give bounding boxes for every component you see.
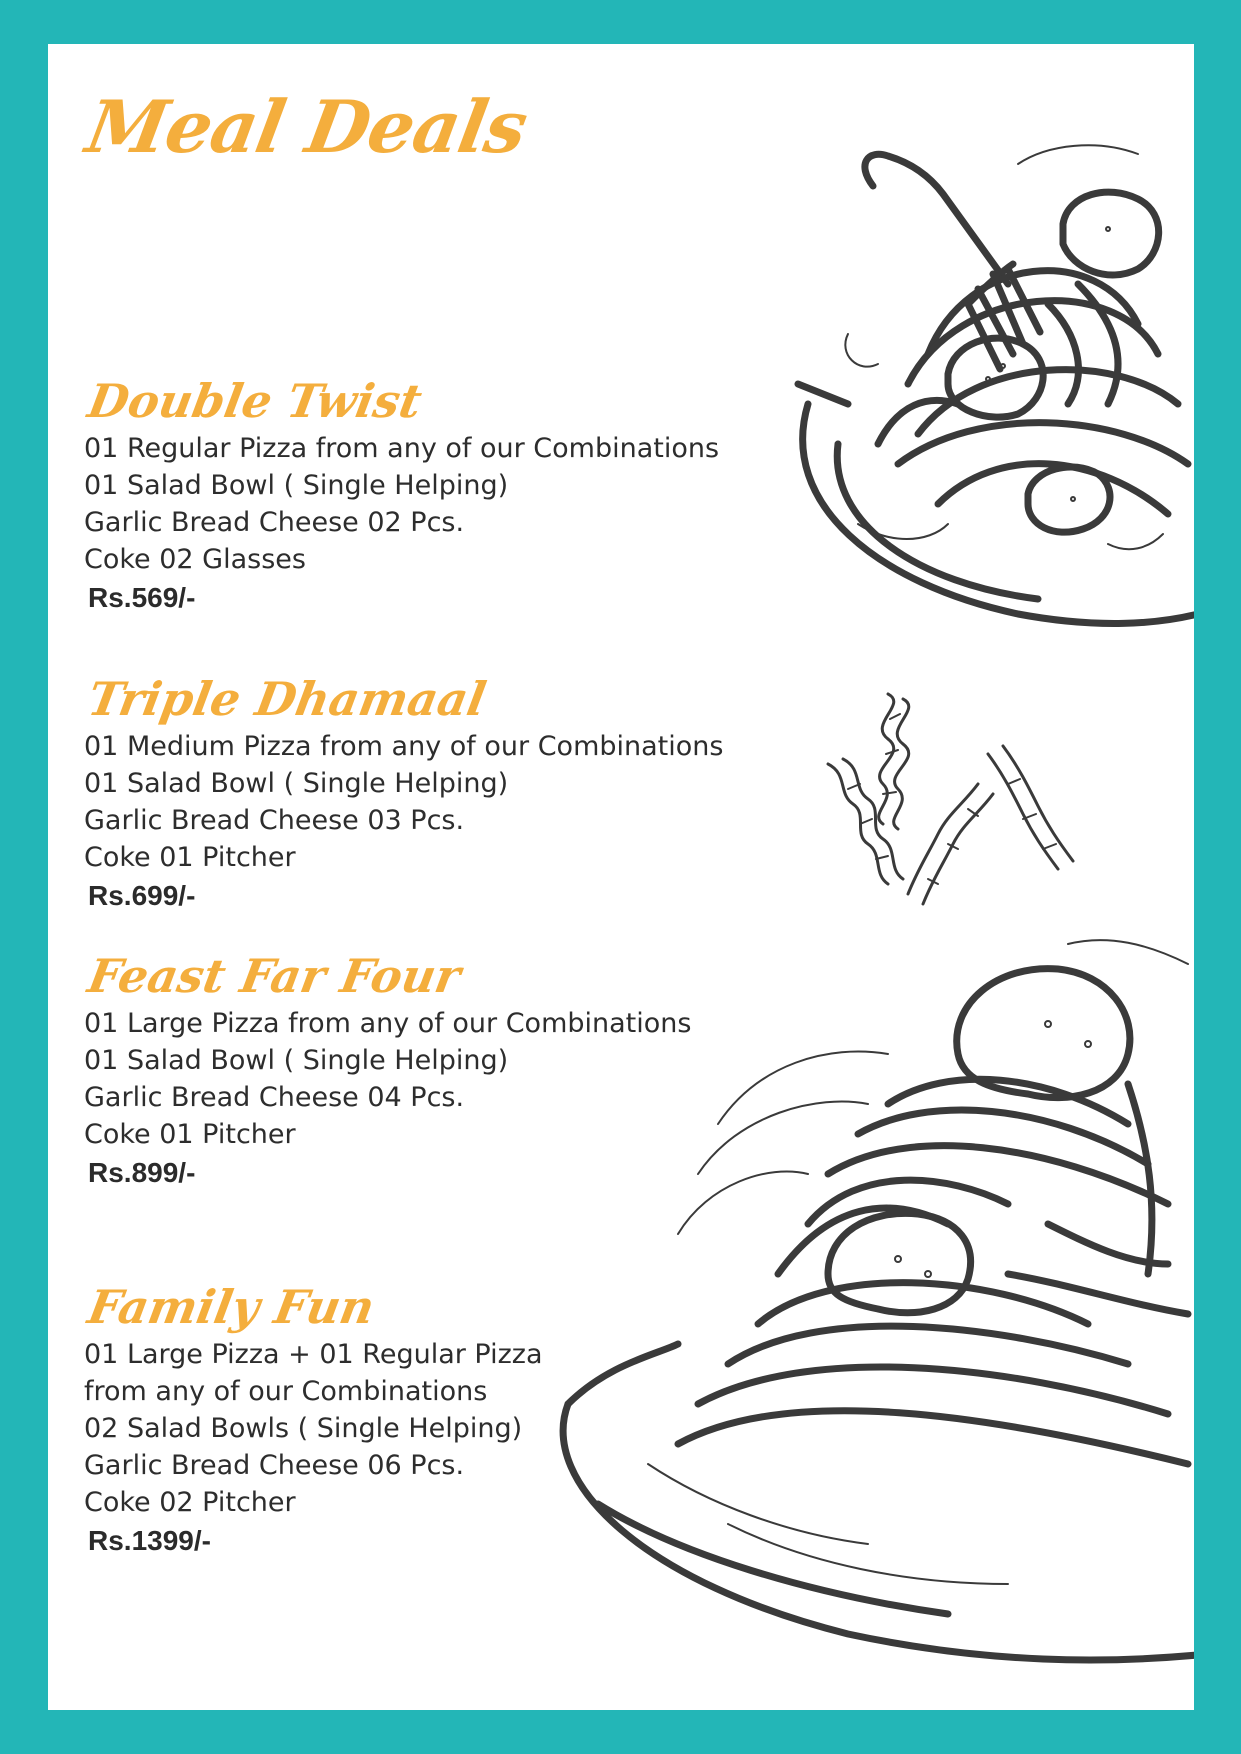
deal-price: Rs.569/- [88, 582, 196, 613]
deal-item: 01 Salad Bowl ( Single Helping) [84, 768, 509, 799]
pasta-plate-fork-illustration [818, 104, 1194, 704]
menu-page [48, 44, 1194, 1710]
deal-item: from any of our Combinations [84, 1376, 488, 1407]
deal-item: 01 Salad Bowl ( Single Helping) [84, 1045, 509, 1076]
deal-triple-dhamaal [84, 672, 804, 912]
deal-item: Coke 02 Pitcher [84, 1487, 296, 1518]
deal-item: Garlic Bread Cheese 04 Pcs. [84, 1082, 465, 1113]
deal-items [84, 728, 804, 876]
deal-item: Coke 01 Pitcher [84, 842, 296, 873]
deal-item: Garlic Bread Cheese 02 Pcs. [84, 507, 465, 538]
deal-item: 01 Regular Pizza from any of our Combinations [84, 433, 720, 464]
deal-item: Garlic Bread Cheese 03 Pcs. [84, 805, 465, 836]
fusilli-pasta-illustration [828, 684, 1148, 934]
deal-item: 01 Large Pizza from any of our Combinations [84, 1008, 692, 1039]
deal-item: 01 Large Pizza + 01 Regular Pizza [84, 1339, 543, 1370]
deal-items [84, 430, 804, 578]
pasta-bowl-meatball-illustration [528, 944, 1194, 1704]
deal-item: 02 Salad Bowls ( Single Helping) [84, 1413, 523, 1444]
deal-item: 01 Salad Bowl ( Single Helping) [84, 470, 509, 501]
deal-item: Coke 01 Pitcher [84, 1119, 296, 1150]
deal-item: Coke 02 Glasses [84, 544, 306, 575]
deal-name: Double Twist [84, 374, 426, 428]
deal-name: Triple Dhamaal [84, 672, 490, 726]
deal-double-twist [84, 374, 804, 614]
deal-name: Feast Far Four [84, 949, 465, 1003]
deal-name: Family Fun [84, 1280, 379, 1334]
deal-item: 01 Medium Pizza from any of our Combinations [84, 731, 724, 762]
deal-item: Garlic Bread Cheese 06 Pcs. [84, 1450, 465, 1481]
page-title: Meal Deals [80, 84, 533, 169]
deal-price: Rs.699/- [88, 880, 196, 911]
deal-price: Rs.1399/- [88, 1525, 211, 1556]
deal-price: Rs.899/- [88, 1157, 196, 1188]
